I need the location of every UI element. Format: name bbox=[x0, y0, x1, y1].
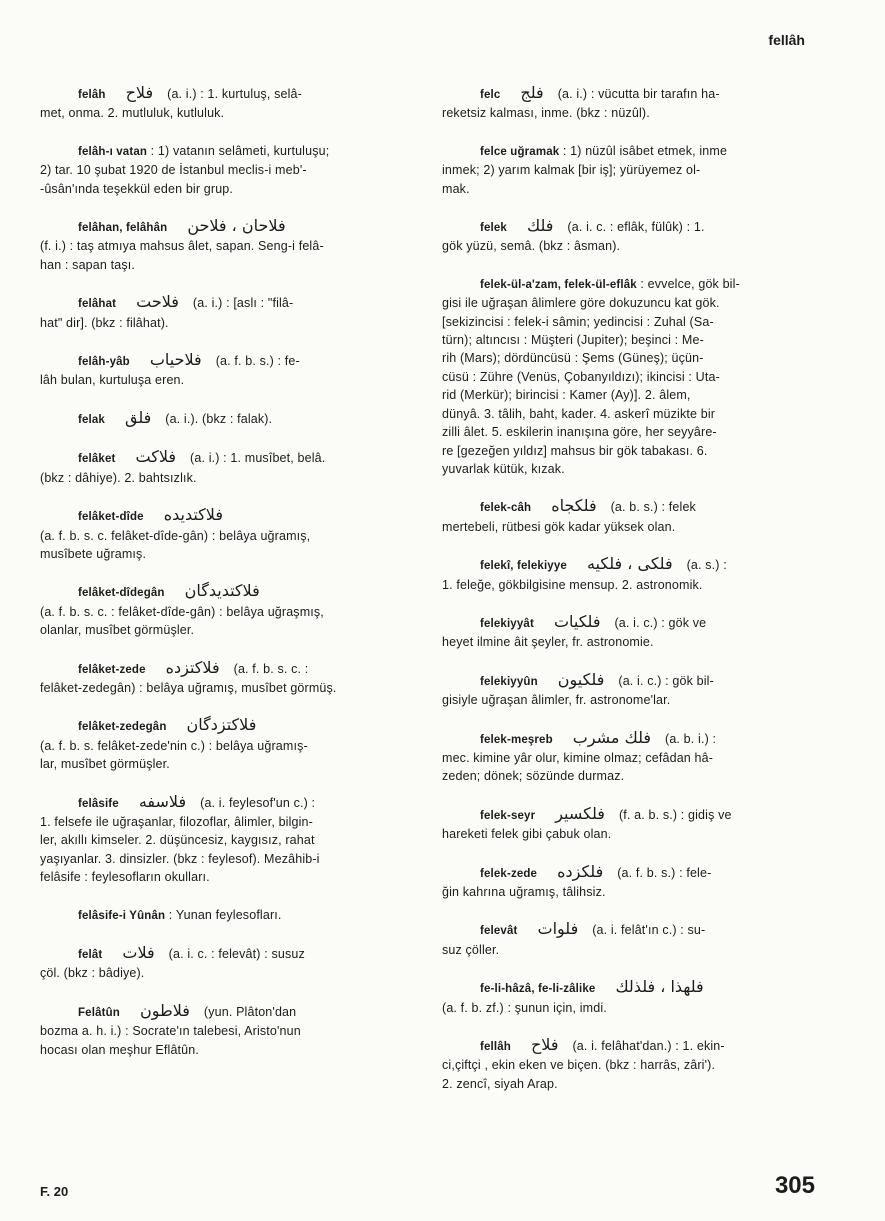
entry-headword: felâh-ı vatan bbox=[78, 145, 148, 158]
entry-head-line bbox=[442, 217, 818, 237]
entry-headword: felekiyyât bbox=[480, 617, 534, 630]
entry-gloss: (a. i. felât'ın c.) : su- bbox=[592, 923, 706, 938]
entry-head-line bbox=[442, 84, 818, 104]
entry-headword: felevât bbox=[480, 925, 518, 938]
dictionary-entry bbox=[40, 84, 415, 123]
entry-arabic-script: فلاسفه bbox=[138, 791, 187, 811]
entry-headword: felek-câh bbox=[480, 502, 532, 515]
entry-headword: felâsife-i Yûnân bbox=[78, 909, 166, 922]
entry-gloss: (a. i. feylesof'un c.) : bbox=[200, 795, 316, 810]
entry-headword: felâket-zedegân bbox=[78, 721, 167, 734]
entry-definition: (a. f. b. s. c. : felâket-dîde-gân) : belâya uğraşmış, olanlar, musîbet görmüşler. bbox=[40, 604, 324, 638]
entry-definition: lâh bulan, kurtuluşa eren. bbox=[40, 373, 185, 388]
dictionary-entry bbox=[40, 142, 415, 198]
entry-definition: mertebeli, rütbesi gök kadar yüksek olan. bbox=[442, 519, 676, 534]
entry-definition: gök yüzü, semâ. (bkz : âsman). bbox=[442, 239, 621, 254]
entry-gloss: : evvelce, gök bil- bbox=[636, 276, 740, 291]
entry-headword: felâh-yâb bbox=[78, 356, 130, 369]
entry-headword: felek-seyr bbox=[480, 809, 536, 822]
entry-head-line bbox=[40, 944, 415, 964]
entry-gloss: : 1) nüzûl isâbet etmek, inme bbox=[559, 143, 728, 158]
dictionary-entry bbox=[442, 613, 818, 652]
entry-definition: (a. f. b. s. felâket-zede'nin c.) : belâya uğramış- lar, musîbet görmüşler. bbox=[40, 738, 308, 772]
entry-headword: felâhat bbox=[78, 298, 117, 311]
entry-head-line bbox=[442, 613, 818, 633]
entry-gloss: : Yunan feylesofları. bbox=[165, 907, 282, 922]
entry-definition: çöl. (bkz : bâdiye). bbox=[40, 966, 145, 981]
entry-definition: ğin kahrına uğramış, tâlihsiz. bbox=[442, 885, 606, 899]
entry-headword: felekî, felekiyye bbox=[480, 560, 567, 573]
entry-arabic-script: فلكى ، فلكيه bbox=[586, 554, 673, 574]
running-head: fellâh bbox=[768, 32, 805, 48]
entry-gloss: : 1) vatanın selâmeti, kurtuluşu; bbox=[147, 143, 330, 158]
dictionary-entry bbox=[442, 805, 818, 844]
entry-head-line bbox=[40, 448, 415, 468]
entry-definition: (a. f. b. zf.) : şunun için, imdi. bbox=[442, 1000, 607, 1015]
entry-definition: 1. felsefe ile uğraşanlar, filozoflar, âlimler, bilgin- ler, akıllı kimseler. 2. düşüncesiz, kaygısız, rahat yaşıyanlar. 3. dinsizler. (bkz : feylesof). Mezâhib-i felâsife : feylesofların okulları. bbox=[40, 814, 320, 885]
entry-headword: felâket-dîde bbox=[78, 511, 144, 524]
entry-headword: felâket bbox=[78, 453, 116, 466]
dictionary-entry bbox=[442, 671, 818, 710]
page-number: 305 bbox=[774, 1172, 815, 1199]
entry-head-line bbox=[442, 978, 818, 998]
entry-gloss: (a. i. c.) : gök bil- bbox=[618, 673, 714, 688]
dictionary-entry bbox=[40, 716, 415, 773]
dictionary-entry bbox=[40, 448, 415, 487]
entry-arabic-script: فلاح bbox=[125, 83, 154, 102]
entry-definition: reketsiz kalması, inme. (bkz : nüzûl). bbox=[442, 106, 650, 121]
entry-head-line bbox=[40, 293, 415, 313]
dictionary-entry bbox=[40, 582, 415, 639]
entry-gloss: (a. i. felâhat'dan.) : 1. ekin- bbox=[572, 1039, 725, 1054]
entry-gloss: (a. i. c. : eflâk, fülûk) : 1. bbox=[567, 220, 705, 235]
entry-definition: bozma a. h. i.) : Socrate'ın talebesi, Aristo'nun hocası olan meşhur Eflâtûn. bbox=[40, 1024, 301, 1057]
entry-definition: 1. feleğe, gökbilgisine mensup. 2. astronomik. bbox=[442, 577, 703, 592]
entry-definition: heyet ilmine âit şeyler, fr. astronomie. bbox=[442, 635, 654, 650]
entry-gloss: (a. i. c. : felevât) : susuz bbox=[168, 947, 305, 961]
entry-head-line bbox=[442, 555, 818, 575]
left-column bbox=[40, 84, 415, 1078]
entry-head-line bbox=[40, 351, 415, 371]
dictionary-entry bbox=[442, 142, 818, 198]
entry-headword: felek bbox=[480, 222, 507, 235]
dictionary-entry bbox=[442, 555, 818, 594]
entry-body bbox=[442, 275, 818, 294]
dictionary-entry bbox=[442, 84, 818, 123]
entry-gloss: (a. i.) : 1. kurtuluş, selâ- bbox=[167, 87, 302, 101]
dictionary-entry bbox=[40, 506, 415, 563]
entry-arabic-script: فلكزده bbox=[557, 861, 604, 881]
dictionary-entry bbox=[442, 729, 818, 786]
entry-headword: felât bbox=[78, 949, 103, 961]
entry-arabic-script: فلاح bbox=[530, 1035, 559, 1055]
entry-head-line bbox=[40, 506, 415, 526]
entry-arabic-script: فلكيون bbox=[557, 669, 605, 689]
entry-definition: suz çöller. bbox=[442, 942, 500, 957]
entry-definition: hareketi felek gibi çabuk olan. bbox=[442, 827, 612, 842]
entry-arabic-script: فلك مشرب bbox=[572, 727, 652, 747]
dictionary-entry bbox=[40, 217, 415, 274]
entry-headword: felc bbox=[480, 89, 501, 101]
dictionary-entry bbox=[40, 1002, 415, 1059]
dictionary-entry bbox=[442, 978, 818, 1017]
entry-head-line bbox=[40, 793, 415, 813]
entry-head-line bbox=[40, 1002, 415, 1022]
entry-arabic-script: فلاكتديدگان bbox=[184, 581, 260, 601]
entry-definition: met, onma. 2. mutluluk, kutluluk. bbox=[40, 106, 225, 121]
entry-arabic-script: فلاكتزدگان bbox=[186, 715, 257, 735]
dictionary-entry bbox=[40, 351, 415, 390]
dictionary-entry bbox=[442, 1036, 818, 1093]
entry-headword: felâket-dîdegân bbox=[78, 587, 165, 600]
dictionary-entry bbox=[40, 659, 415, 698]
dictionary-entry bbox=[442, 863, 818, 902]
entry-head-line bbox=[40, 582, 415, 602]
entry-arabic-script: فلاحياب bbox=[149, 350, 202, 370]
entry-definition: gisi ile uğraşan âlimlere göre dokuzuncu kat gök. [sekizincisi : felek-i sâmin; yedincisi : Zuhal (Sa- türn); altıncısı : Müşteri (Jupiter); beşinci : Me- rih (Mars); dördüncüsü : Şems (Güneş); üçün- cüsü : Zühre (Venüs, Çobanyıldızı); ikincisi : Uta- rid (Merkür); birincisi : Kamer (Ay)]. 2. âlem, dünyâ. 3. tâlih, baht, kader. 4. askerî müzikte bir zilli âlet. 5. eskilerin inanışına göre, her seyyâre- re [gezeğen yıldız] mahsus bir gök tabakası. 6. yuvarlak kütük, kızak. bbox=[442, 296, 720, 476]
entry-gloss: (a. s.) : bbox=[686, 558, 727, 573]
entry-gloss: (a. i. c.) : gök ve bbox=[614, 615, 707, 630]
entry-head-line bbox=[40, 659, 415, 679]
dictionary-entry bbox=[442, 217, 818, 256]
entry-arabic-script: فلات bbox=[122, 943, 155, 962]
entry-headword: Felâtûn bbox=[78, 1006, 120, 1019]
entry-gloss: (a. i.) : [aslı : "filâ- bbox=[192, 296, 294, 311]
entry-definition: mec. kimine yâr olur, kimine olmaz; cefâdan hâ- zeden; dönek; sözünde durmaz. bbox=[442, 750, 714, 784]
entry-arabic-script: فلاطون bbox=[139, 1000, 190, 1020]
entry-head-line bbox=[442, 729, 818, 749]
entry-headword: felek-zede bbox=[480, 867, 538, 880]
entry-headword: fe-li-hâzâ, fe-li-zâlike bbox=[480, 983, 596, 996]
dictionary-entry bbox=[442, 275, 818, 478]
entry-head-line bbox=[442, 805, 818, 825]
entry-arabic-script: فلوات bbox=[537, 919, 579, 939]
entry-headword: felekiyyûn bbox=[480, 675, 538, 688]
entry-arabic-script: فلق bbox=[124, 407, 152, 427]
entry-gloss: (f. a. b. s.) : gidiş ve bbox=[618, 807, 732, 822]
entry-definition: hat" dir]. (bkz : filâhat). bbox=[40, 315, 169, 330]
entry-arabic-script: فلك bbox=[526, 216, 554, 236]
entry-head-line bbox=[442, 671, 818, 691]
entry-body bbox=[442, 142, 818, 161]
entry-head-line bbox=[40, 84, 415, 104]
dictionary-entry bbox=[40, 944, 415, 983]
dictionary-entry bbox=[40, 793, 415, 887]
entry-headword: felâhan, felâhân bbox=[78, 222, 168, 235]
entry-headword: felâh bbox=[78, 89, 106, 101]
entry-body bbox=[40, 142, 415, 161]
entry-headword: felâsife bbox=[78, 797, 119, 810]
entry-head-line bbox=[40, 716, 415, 736]
entry-gloss: (a. f. b. s.) : fe- bbox=[215, 354, 300, 369]
entry-head-line bbox=[40, 409, 415, 429]
entry-body bbox=[40, 906, 415, 925]
entry-arabic-script: فلكيات bbox=[553, 611, 601, 631]
entry-definition: (a. f. b. s. c. felâket-dîde-gân) : belâya uğramış, musîbete uğramış. bbox=[40, 528, 311, 561]
entry-gloss: (a. i.) : 1. musîbet, belâ. bbox=[190, 451, 326, 466]
entry-arabic-script: فلكسير bbox=[555, 803, 605, 823]
entry-head-line bbox=[442, 920, 818, 940]
right-column bbox=[442, 84, 818, 1112]
dictionary-entry bbox=[442, 920, 818, 959]
entry-arabic-script: فلاكتزده bbox=[165, 657, 220, 677]
signature-mark: F. 20 bbox=[40, 1184, 69, 1199]
entry-headword: felek-meşreb bbox=[480, 733, 553, 746]
entry-arabic-script: فلهذا ، فلذلك bbox=[615, 977, 704, 997]
entry-arabic-script: فلاكت bbox=[135, 447, 177, 467]
entry-definition: gisiyle uğraşan âlimler, fr. astronome'lar. bbox=[442, 693, 671, 708]
entry-headword: felek-ül-a'zam, felek-ül-eflâk bbox=[480, 278, 637, 291]
entry-gloss: (a. f. b. s.) : fele- bbox=[617, 865, 712, 880]
entry-arabic-script: فلاحت bbox=[136, 292, 179, 312]
entry-definition: (f. i.) : taş atmıya mahsus âlet, sapan. Seng-i felâ- han : sapan taşı. bbox=[40, 239, 324, 272]
dictionary-entry bbox=[40, 293, 415, 332]
entry-headword: felak bbox=[78, 413, 105, 426]
entry-arabic-script: فلاحان ، فلاحن bbox=[187, 216, 286, 236]
entry-gloss: (yun. Plâton'dan bbox=[203, 1004, 297, 1019]
entry-gloss: (a. b. i.) : bbox=[665, 731, 717, 746]
entry-arabic-script: فلكجاه bbox=[551, 496, 597, 516]
entry-definition: 2) tar. 10 şubat 1920 de İstanbul meclis-i meb'- -ûsân'ında teşekkül eden bir grup. bbox=[40, 163, 307, 196]
entry-headword: felce uğramak bbox=[480, 145, 560, 158]
dictionary-entry bbox=[40, 906, 415, 925]
entry-arabic-script: فلج bbox=[520, 83, 544, 102]
entry-head-line bbox=[442, 1036, 818, 1056]
entry-head-line bbox=[442, 863, 818, 883]
dictionary-entry bbox=[40, 409, 415, 429]
entry-definition: inmek; 2) yarım kalmak [bir iş]; yürüyemez ol- mak. bbox=[442, 163, 701, 196]
entry-headword: felâket-zede bbox=[78, 663, 146, 676]
entry-gloss: (a. f. b. s. c. : bbox=[233, 661, 309, 676]
entry-gloss: (a. b. s.) : felek bbox=[610, 500, 696, 515]
entry-gloss: (a. i.) : vücutta bir tarafın ha- bbox=[557, 87, 720, 101]
entry-definition: ci,çiftçi , ekin eken ve biçen. (bkz : harrâs, zâri'). 2. zencî, siyah Arap. bbox=[442, 1058, 716, 1091]
entry-headword: fellâh bbox=[480, 1041, 511, 1054]
entry-head-line bbox=[442, 497, 818, 517]
dictionary-entry bbox=[442, 497, 818, 536]
entry-definition: felâket-zedegân) : belâya uğramış, musîbet görmüş. bbox=[40, 680, 337, 695]
entry-arabic-script: فلاكتديده bbox=[163, 505, 223, 525]
entry-definition: (bkz : dâhiye). 2. bahtsızlık. bbox=[40, 470, 197, 485]
entry-gloss: (a. i.). (bkz : falak). bbox=[165, 411, 273, 426]
entry-head-line bbox=[40, 217, 415, 237]
